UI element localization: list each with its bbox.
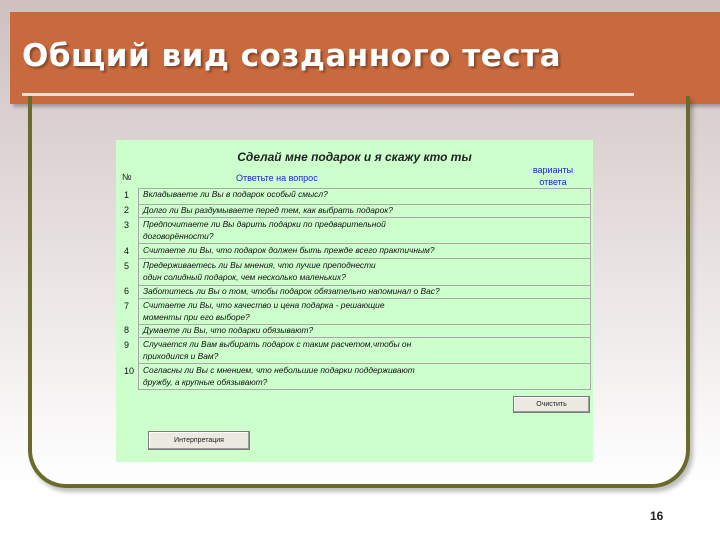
slide-title: Общий вид созданного теста (22, 38, 561, 74)
question-number: 10 (124, 366, 135, 376)
question-row (116, 338, 593, 364)
question-number: 2 (124, 205, 130, 215)
question-row (116, 299, 593, 325)
question-text: Вкладываете ли Вы в подарок особый смысл? (143, 189, 328, 199)
question-text: Заботитесь ли Вы о том, чтобы подарок обязательно напоминал о Вас? (143, 286, 440, 296)
question-row (116, 205, 593, 218)
question-number: 4 (124, 246, 130, 256)
column-header-question: Ответьте на вопрос (236, 173, 318, 183)
clear-button[interactable]: Очистить (513, 396, 590, 413)
question-text: Считаете ли Вы, что качество и цена подарка - решающие моменты при его выборе? (143, 300, 385, 322)
spreadsheet-form (116, 140, 593, 462)
question-number: 8 (124, 325, 130, 335)
question-text: Считаете ли Вы, что подарок должен быть прежде всего практичным? (143, 245, 435, 255)
question-row (116, 259, 593, 286)
question-text: Предерживаетесь ли Вы мнения, что лучше преподнести один солидный подарок, чем несколько маленьких? (143, 260, 376, 282)
question-number: 6 (124, 286, 130, 296)
question-text: Согласны ли Вы с мнением, что небольшие подарки поддерживают дружбу, а крупные обязывают? (143, 365, 415, 387)
question-number: 7 (124, 301, 130, 311)
question-text: Думаете ли Вы, что подарки обязывают? (143, 325, 314, 335)
interpretation-button[interactable]: Интерпретация (148, 431, 250, 450)
question-number: 3 (124, 220, 130, 230)
question-number: 5 (124, 261, 130, 271)
question-text: Случается ли Вам выбирать подарок с таким расчетом,чтобы он приходился и Вам? (143, 339, 412, 361)
question-text: Долго ли Вы раздумываете перед тем, как выбрать подарок? (143, 205, 393, 215)
question-row (116, 325, 593, 338)
question-row (116, 244, 593, 259)
question-number: 9 (124, 340, 130, 350)
variants-line-1: варианты (532, 165, 574, 175)
question-row (116, 188, 593, 205)
question-number: 1 (124, 190, 130, 200)
column-header-variants (518, 164, 588, 188)
question-row (116, 286, 593, 299)
page-number: 16 (650, 509, 664, 523)
variants-line-2: ответа (539, 177, 567, 187)
question-row (116, 364, 593, 390)
column-header-number: № (122, 172, 132, 182)
test-title: Сделай мне подарок и я скажу кто ты (237, 150, 472, 164)
question-row (116, 218, 593, 244)
question-text: Предпочитаете ли Вы дарить подарки по предварительной договорённости? (143, 219, 386, 241)
